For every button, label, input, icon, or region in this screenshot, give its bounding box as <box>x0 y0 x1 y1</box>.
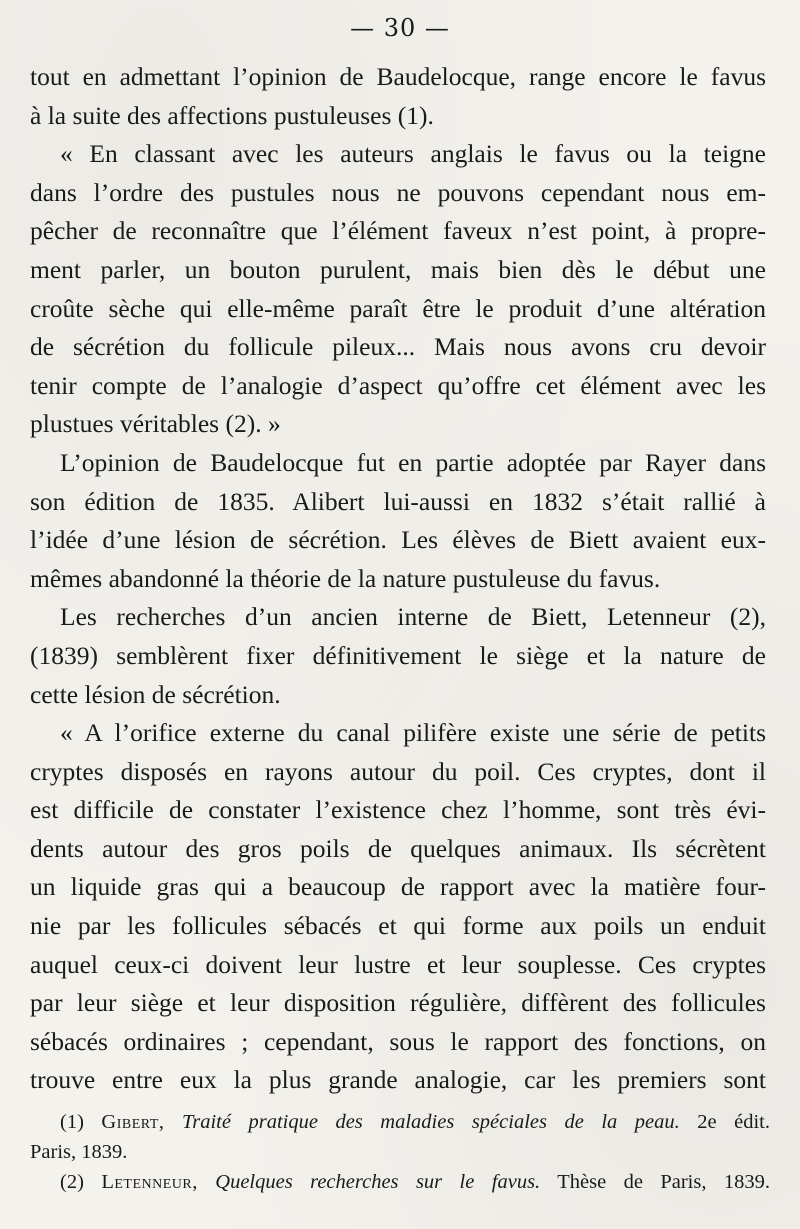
page-number: — 30 — <box>350 14 450 42</box>
text-line: à la suite des affections pustuleuses (1). <box>30 100 434 130</box>
text-line: plustues véritables (2). » <box>30 409 281 439</box>
paragraph <box>30 58 766 135</box>
text-line: est difficile de constater l’existence chez l’homme, sont très évi- <box>30 795 766 825</box>
footnote-line <box>30 1107 770 1137</box>
text-line: un liquide gras qui a beaucoup de rapport avec la matière four- <box>30 872 766 902</box>
footnote-title: Quelques recherches sur le favus. <box>215 1171 541 1193</box>
text-line: mêmes abandonné la théorie de la nature pustuleuse du favus. <box>30 563 661 593</box>
text-line: dans l’ordre des pustules nous ne pouvons cependant nous em- <box>30 177 766 207</box>
text-line: nie par les follicules sébacés et qui forme aux poils un enduit <box>30 911 766 941</box>
text-line: par leur siège et leur disposition régulière, diffèrent des follicules <box>30 988 766 1018</box>
text-line: son édition de 1835. Alibert lui-aussi en 1832 s’était rallié à <box>30 486 766 516</box>
footnote-1 <box>30 1107 770 1167</box>
footnotes <box>30 1107 770 1197</box>
text-line: l’idée d’une lésion de sécrétion. Les élèves de Biett avaient eux- <box>30 525 766 555</box>
text-line: cette lésion de sécrétion. <box>30 679 281 709</box>
text-line: « En classant avec les auteurs anglais le favus ou la teigne <box>60 139 766 169</box>
text-line: « A l’orifice externe du canal pilifère existe une série de petits <box>60 718 766 748</box>
text-line: auquel ceux-ci doivent leur lustre et leur souplesse. Ces cryptes <box>30 949 766 979</box>
paragraph <box>30 135 766 444</box>
footnote-continuation: Paris, 1839. <box>30 1141 128 1163</box>
footnote-title: Traité pratique des maladies spéciales de la peau. <box>181 1111 680 1133</box>
paragraph <box>30 598 766 714</box>
text-line: pêcher de reconnaître que l’élément faveux n’est point, à propre- <box>30 216 766 246</box>
paragraph <box>30 714 766 1100</box>
text-line: croûte sèche qui elle-même paraît être le produit d’une altération <box>30 293 766 323</box>
footnote-edition: 2e édit. <box>697 1111 770 1133</box>
text-line: tenir compte de l’analogie d’aspect qu’offre cet élément avec les <box>30 370 766 400</box>
text-line: sébacés ordinaires ; cependant, sous le rapport des fonctions, on <box>30 1026 766 1056</box>
footnote-author: Letenneur, <box>101 1171 198 1193</box>
text-line: L’opinion de Baudelocque fut en partie adoptée par Rayer dans <box>60 447 766 477</box>
text-line: trouve entre eux la plus grande analogie, car les premiers sont <box>30 1065 766 1095</box>
footnote-line <box>30 1167 770 1197</box>
text-line: cryptes disposés en rayons autour du poil. Ces cryptes, dont il <box>30 756 766 786</box>
body-text <box>30 58 766 1100</box>
paragraph <box>30 444 766 598</box>
footnote-marker: (2) <box>60 1171 84 1193</box>
footnote-2 <box>30 1167 770 1197</box>
text-line: de sécrétion du follicule pileux... Mais nous avons cru devoir <box>30 332 766 362</box>
text-line: ment parler, un bouton purulent, mais bien dès le début une <box>30 254 766 284</box>
text-line: Les recherches d’un ancien interne de Biett, Letenneur (2), <box>60 602 766 632</box>
text-line: dents autour des gros poils de quelques animaux. Ils sécrètent <box>30 833 766 863</box>
footnote-author: Gibert, <box>101 1111 165 1133</box>
text-line: tout en admettant l’opinion de Baudelocque, range encore le favus <box>30 62 766 91</box>
footnote-marker: (1) <box>60 1111 84 1133</box>
footnote-rest: Thèse de Paris, 1839. <box>557 1171 770 1193</box>
text-line: (1839) semblèrent fixer définitivement le siège et la nature de <box>30 640 766 670</box>
